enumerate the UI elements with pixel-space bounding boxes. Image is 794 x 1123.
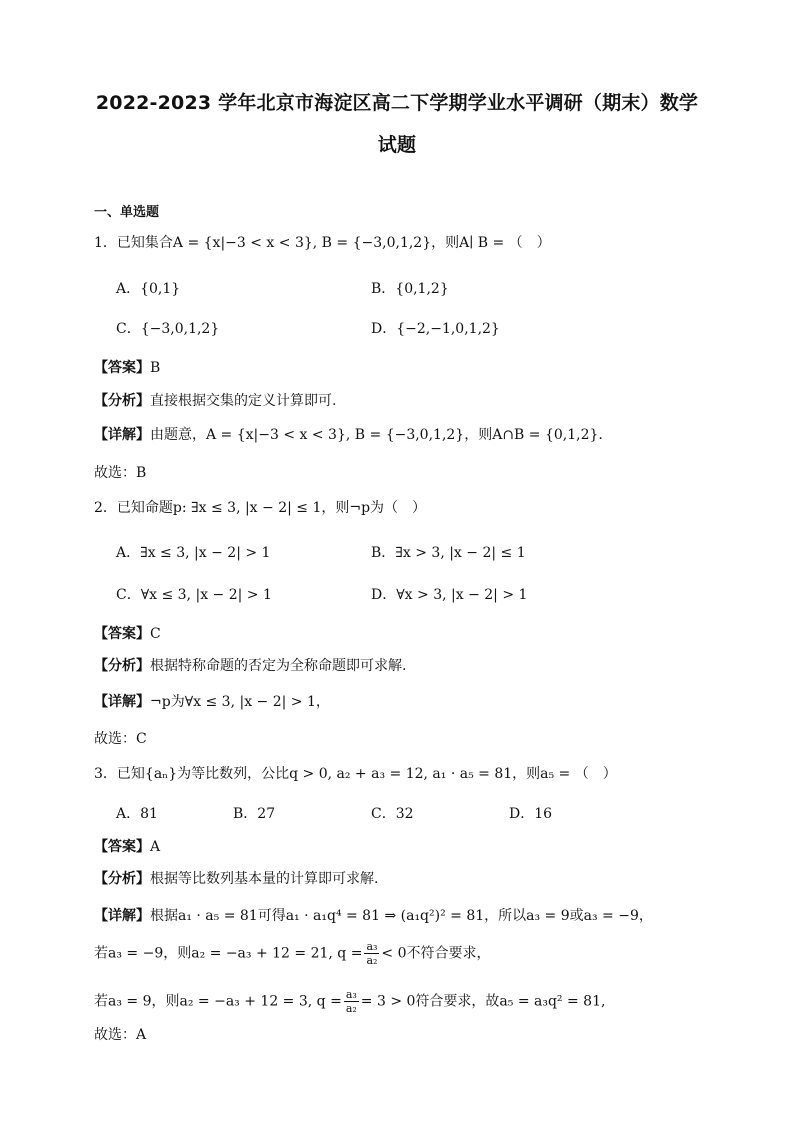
q3-option-d: D．16 [509, 806, 553, 822]
q1-option-a: A．{0,1} [116, 281, 181, 297]
analysis-label: 【分析】 [94, 393, 150, 409]
q3-detail-text1: 根据a₁ · a₅ = 81可得a₁ · a₁q⁴ = 81 ⇒ (a₁q²)² = 81，所以a₃ = 9或a₃ = −9， [150, 908, 653, 924]
answer-label: 【答案】 [94, 360, 150, 376]
q1-analysis-text: 直接根据交集的定义计算即可. [150, 393, 337, 409]
q2-option-b: B．∃x > 3, |x − 2| ≤ 1 [371, 545, 526, 561]
q1-analysis [94, 391, 336, 411]
q3-choice: 故选：A [94, 1027, 147, 1043]
q1-detail-text: 由题意，A = {x|−3 < x < 3}, B = {−3,0,1,2}，则A∩B = {0,1,2}. [150, 427, 603, 443]
answer-label: 【答案】 [94, 839, 150, 855]
q3-answer-value: A [150, 839, 161, 855]
q2-detail [94, 692, 330, 712]
fraction-denominator: a₂ [366, 954, 378, 967]
q2-answer-value: C [150, 626, 161, 642]
q3-analysis [94, 869, 378, 889]
document-title-line2: 试题 [377, 134, 417, 156]
q3-stem: 3．已知{aₙ}为等比数列，公比q > 0, a₂ + a₃ = 12, a₁ · a₅ = 81，则a₅ = （ ） [94, 766, 617, 782]
q2-detail-text: ¬p为∀x ≤ 3, |x − 2| > 1， [150, 694, 330, 710]
q1-detail [94, 425, 603, 445]
answer-label: 【答案】 [94, 626, 150, 642]
q3-analysis-text: 根据等比数列基本量的计算即可求解. [150, 871, 379, 887]
q2-stem: 2．已知命题p: ∃x ≤ 3, |x − 2| ≤ 1，则¬p为（ ） [94, 500, 427, 516]
section-heading: 一、单选题 [94, 205, 160, 220]
q1-option-c: C．{−3,0,1,2} [116, 321, 220, 337]
detail-label: 【详解】 [94, 908, 150, 924]
detail-label: 【详解】 [94, 427, 150, 443]
q1-answer-value: B [150, 360, 161, 376]
q2-choice: 故选：C [94, 731, 147, 747]
q1-stem: 1．已知集合A = {x|−3 < x < 3}, B = {−3,0,1,2}，则A∣ B = （ ） [94, 235, 551, 251]
fraction-a3-over-a2 [344, 988, 359, 1015]
document-title-line1: 2022-2023 学年北京市海淀区高二下学期学业水平调研（期末）数学 [95, 92, 699, 114]
q2-option-c: C．∀x ≤ 3, |x − 2| > 1 [116, 587, 272, 603]
q3-detail-line1 [94, 906, 653, 926]
fraction-numerator: a₃ [345, 988, 357, 1001]
fraction-a3-over-a2 [364, 940, 379, 967]
q3-answer [94, 837, 160, 857]
analysis-label: 【分析】 [94, 658, 150, 674]
q3-option-c: C．32 [371, 806, 414, 822]
q3-detail-line3 [94, 988, 605, 1015]
fraction-denominator: a₂ [345, 1002, 357, 1015]
q3-option-b: B．27 [233, 806, 276, 822]
q2-analysis [94, 656, 406, 676]
q1-choice: 故选：B [94, 465, 147, 481]
q3-detail-text3-pre: 若a₃ = 9，则a₂ = −a₃ + 12 = 3, q = [94, 993, 342, 1010]
q2-analysis-text: 根据特称命题的否定为全称命题即可求解. [150, 658, 407, 674]
q3-detail-text3-post: = 3 > 0符合要求，故a₅ = a₃q² = 81, [360, 993, 606, 1010]
q3-option-a: A．81 [116, 806, 158, 822]
q1-option-b: B．{0,1,2} [371, 281, 449, 297]
fraction-numerator: a₃ [366, 940, 378, 953]
analysis-label: 【分析】 [94, 871, 150, 887]
q2-option-d: D．∀x > 3, |x − 2| > 1 [371, 587, 528, 603]
q3-detail-line2 [94, 940, 491, 967]
q2-option-a: A．∃x ≤ 3, |x − 2| > 1 [116, 545, 271, 561]
q1-option-d: D．{−2,−1,0,1,2} [371, 321, 500, 337]
detail-label: 【详解】 [94, 694, 150, 710]
q3-detail-text2-post: < 0不符合要求， [381, 945, 491, 962]
q2-answer [94, 624, 161, 644]
q1-answer [94, 358, 160, 378]
q3-detail-text2-pre: 若a₃ = −9，则a₂ = −a₃ + 12 = 21, q = [94, 945, 363, 962]
